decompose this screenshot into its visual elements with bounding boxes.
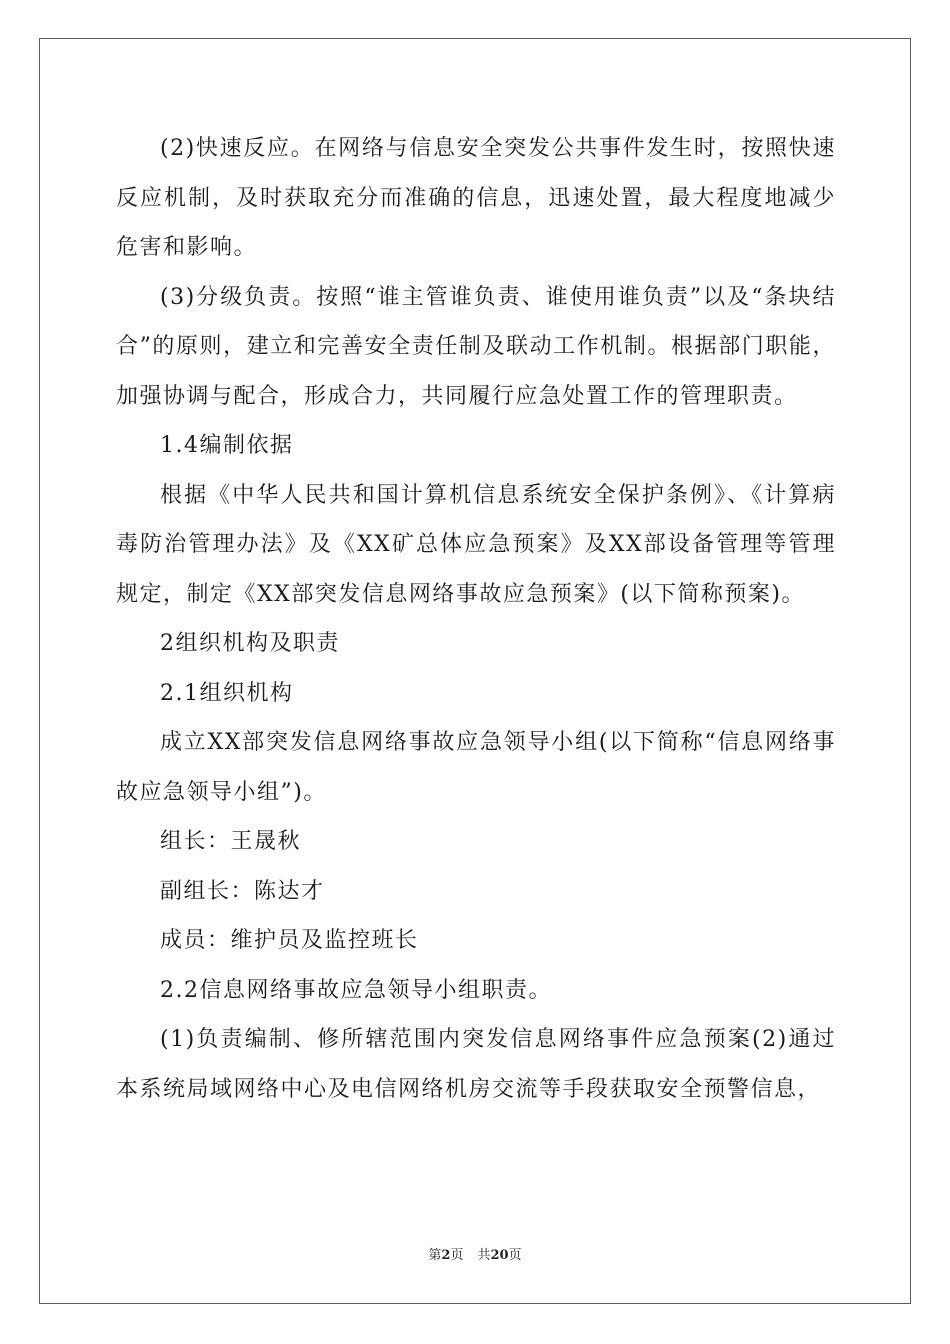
section-heading: 2组织机构及职责 <box>160 631 340 656</box>
paragraph: (3)分级负责。按照“谁主管谁负责、谁使用谁负责”以及“条块结合”的原则，建立和完善安全责任制及联动工作机制。根据部门职能，加强协调与配合，形成合力，共同履行应急处置工作的管理职责。 <box>116 284 836 409</box>
paragraph: 成立XX部突发信息网络事故应急领导小组(以下简称“信息网络事故应急领导小组”)。 <box>116 730 837 805</box>
paragraph: (2)快速反应。在网络与信息安全突发公共事件发生时，按照快速反应机制，及时获取充分而准确的信息，迅速处置，最大程度地减少危害和影响。 <box>116 136 836 260</box>
paragraph: 根据《中华人民共和国计算机信息系统安全保护条例》、《计算病毒防治管理办法》及《XX矿总体应急预案》及XX部设备管理等管理规定，制定《XX部突发信息网络事故应急预案》(以下简称预案)。 <box>116 482 836 607</box>
page-prefix: 第 <box>428 1248 442 1263</box>
total-prefix: 共 <box>477 1248 491 1263</box>
section-heading: 2.1组织机构 <box>160 680 294 706</box>
paragraph: 副组长：陈达才 <box>160 878 325 904</box>
total-pages: 20 <box>490 1248 509 1263</box>
paragraph: (1)负责编制、修所辖范围内突发信息网络事件应急预案(2)通过本系统局域网络中心及电信网络机房交流等手段获取安全预警信息， <box>116 1027 836 1102</box>
section-heading: 1.4编制依据 <box>160 433 294 458</box>
page-suffix: 页 <box>450 1248 464 1263</box>
page-footer <box>0 1244 950 1263</box>
section-heading: 2.2信息网络事故应急领导小组职责。 <box>160 977 552 1003</box>
page-number: 2 <box>441 1248 451 1263</box>
document-body <box>116 124 836 1114</box>
paragraph: 成员：维护员及监控班长 <box>160 928 419 953</box>
paragraph: 组长：王晟秋 <box>160 829 302 854</box>
total-suffix: 页 <box>508 1248 522 1263</box>
